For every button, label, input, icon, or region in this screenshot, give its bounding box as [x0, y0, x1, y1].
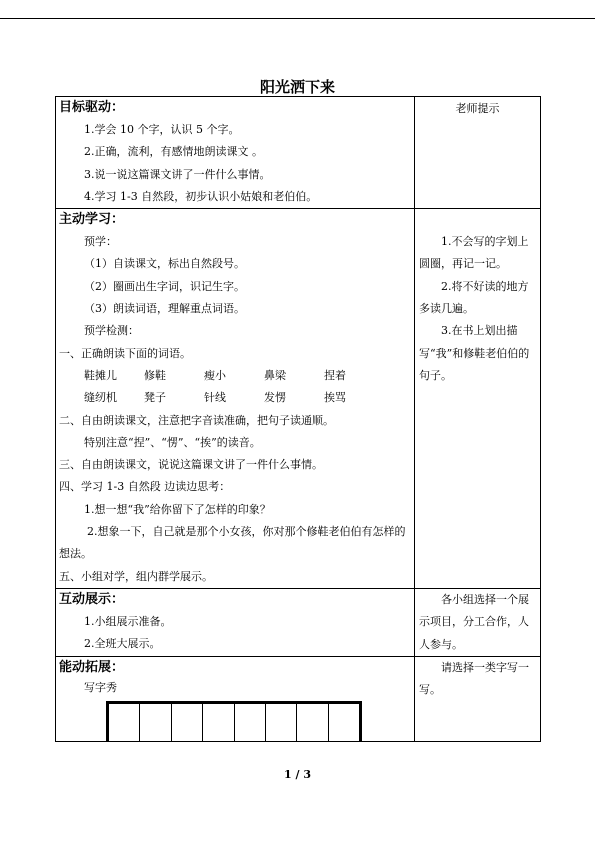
grid-cell	[329, 704, 359, 741]
word-row-2	[56, 387, 414, 409]
grid-cell	[109, 704, 140, 741]
teacher-tips-header: 老师提示	[455, 102, 500, 115]
study-row	[56, 209, 541, 589]
tip-item: 2.将不好读的地方多读几遍。	[419, 279, 529, 316]
extend-tip-cell	[415, 656, 541, 741]
word: 捏着	[324, 368, 346, 382]
goal-line: 1.学会 10 个字，认识 5 个字。	[84, 123, 240, 136]
writing-grid	[106, 701, 362, 741]
word: 鼻梁	[264, 368, 286, 382]
preview-item: （2）圈画出生字词，识记生字。	[84, 279, 245, 293]
tip-item: 1.不会写的字划上圆圈，再记一记。	[419, 235, 529, 271]
goal-line: 4.学习 1-3 自然段，初步认识小姑娘和老伯伯。	[84, 189, 318, 203]
show-tip-cell	[415, 588, 541, 656]
word: 凳子	[144, 391, 166, 405]
show-tip-text: 各小组选择一个展示项目，分工合作，人人参与。	[419, 592, 529, 651]
word: 挨骂	[324, 391, 346, 405]
extend-tip	[415, 657, 540, 702]
goal-line: 2.正确，流利，有感情地朗读课文 。	[84, 145, 263, 159]
extend-cell	[56, 656, 415, 741]
task-4: 四、学习 1-3 自然段 边读边思考：	[59, 480, 231, 494]
teacher-tips-header-cell	[415, 97, 541, 209]
show-tip	[415, 589, 540, 656]
task-2-note: 特别注意“捏”、“愣”、“挨”的读音。	[84, 435, 261, 449]
task-4-question-1: 1.想一想“我”给你留下了怎样的印象？	[84, 502, 271, 516]
word: 发愣	[264, 391, 286, 405]
word: 瘦小	[204, 368, 226, 382]
study-tips-cell	[415, 209, 541, 589]
task-3: 三、自由朗读课文，说说这篇课文讲了一件什么事情。	[59, 458, 323, 472]
extend-heading: 能动拓展：	[59, 659, 125, 675]
grid-cell	[203, 704, 234, 741]
study-heading: 主动学习：	[59, 212, 125, 228]
show-row	[56, 588, 541, 656]
study-tips	[415, 209, 540, 387]
study-cell	[56, 209, 415, 589]
show-line: 1.小组展示准备。	[84, 614, 172, 628]
grid-cell	[140, 704, 171, 741]
task-5: 五、小组对学，组内群学展示。	[59, 569, 213, 583]
word: 针线	[204, 391, 226, 405]
header-rule	[0, 18, 595, 19]
lesson-plan-table	[55, 96, 541, 742]
goals-row	[56, 97, 541, 209]
show-line: 2.全班大展示。	[84, 637, 161, 651]
preview-label: 预学：	[84, 235, 117, 249]
preview-item: （3）朗读词语，理解重点词语。	[84, 302, 245, 316]
show-heading: 互动展示：	[59, 591, 125, 607]
task-1: 一、正确朗读下面的词语。	[59, 346, 191, 360]
word: 修鞋	[144, 368, 166, 382]
page-title: 阳光洒下来	[259, 78, 335, 96]
task-2: 二、自由朗读课文，注意把字音读准确，把句子读通顺。	[59, 413, 334, 427]
word-row-1	[56, 365, 414, 387]
goal-line: 3.说一说这篇课文讲了一件什么事情。	[84, 167, 271, 181]
extend-tip-text: 请选择一类字写一写。	[419, 660, 529, 697]
extend-row	[56, 656, 541, 741]
tip-item: 3.在书上划出描写“我”和修鞋老伯伯的句子。	[419, 324, 530, 382]
page-number: 1 / 3	[284, 768, 311, 781]
grid-cell	[172, 704, 203, 741]
grid-cell	[266, 704, 297, 741]
word: 缝纫机	[84, 391, 117, 405]
grid-cell	[297, 704, 328, 741]
show-cell	[56, 588, 415, 656]
goals-heading: 目标驱动：	[59, 100, 125, 115]
goals-cell	[56, 97, 415, 209]
word: 鞋摊儿	[84, 368, 117, 382]
check-label: 预学检测：	[84, 324, 139, 338]
writing-label: 写字秀	[84, 680, 117, 694]
task-4-question-2: 2.想象一下，自己就是那个小女孩，你对那个修鞋老伯伯有怎样的想法。	[59, 525, 406, 561]
grid-cell	[235, 704, 266, 741]
preview-item: （1）自读课文，标出自然段号。	[84, 257, 245, 271]
